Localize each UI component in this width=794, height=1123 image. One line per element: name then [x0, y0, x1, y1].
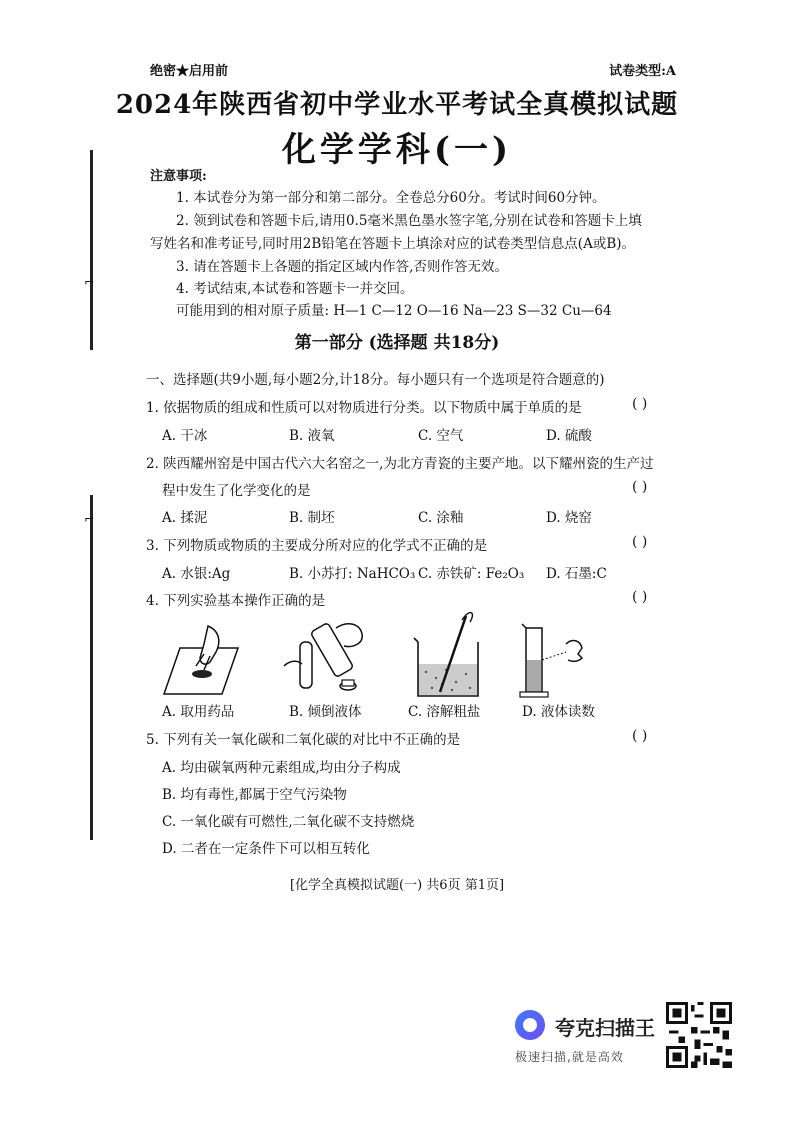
watermark-slogan: 极速扫描,就是高效 — [515, 1050, 624, 1064]
option: A. 揉泥 — [162, 510, 208, 526]
answer-bracket: ( ) — [632, 589, 648, 605]
figure-take-reagent — [160, 618, 250, 698]
binding-mark: ⌐ — [84, 275, 95, 289]
quark-logo-icon — [515, 1010, 545, 1040]
section-title: 第一部分 (选择题 共18分) — [294, 333, 500, 353]
option: B. 均有毒性,都属于空气污染物 — [162, 787, 347, 803]
option: C. 空气 — [418, 428, 464, 444]
option: D. 二者在一定条件下可以相互转化 — [162, 841, 370, 857]
exam-title: 2024年陕西省初中学业水平考试全真模拟试题 — [115, 90, 679, 120]
option: D. 烧窑 — [546, 510, 592, 526]
option: B. 小苏打: NaHCO₃ — [289, 566, 416, 582]
answer-bracket: ( ) — [632, 396, 648, 412]
answer-bracket: ( ) — [632, 479, 648, 495]
note-item: 1. 本试卷分为第一部分和第二部分。全卷总分60分。考试时间60分钟。 — [176, 190, 606, 206]
option: A. 均由碳氧两种元素组成,均由分子构成 — [162, 760, 401, 776]
figure-read-volume — [516, 618, 596, 700]
option: C. 涂釉 — [418, 510, 464, 526]
atomic-mass-line: 可能用到的相对原子质量: H—1 C—12 O—16 Na—23 S—32 Cu—64 — [176, 303, 612, 319]
answer-bracket: ( ) — [632, 534, 648, 550]
confidential-label: 绝密★启用前 — [150, 64, 229, 79]
option: B. 倾倒液体 — [289, 704, 362, 720]
option: B. 制坯 — [289, 510, 335, 526]
binding-line — [90, 495, 93, 840]
question-stem: 2. 陕西耀州窑是中国古代六大名窑之一,为北方青瓷的主要产地。以下耀州瓷的生产过 — [146, 456, 654, 472]
paper-type-label: 试卷类型:A — [609, 64, 676, 79]
answer-bracket: ( ) — [632, 728, 648, 744]
option: C. 一氧化碳有可燃性,二氧化碳不支持燃烧 — [162, 814, 415, 830]
option: C. 溶解粗盐 — [408, 704, 481, 720]
page-footer: [化学全真模拟试题(一) 共6页 第1页] — [289, 878, 505, 893]
question-stem-cont: 程中发生了化学变化的是 — [162, 483, 311, 499]
note-item: 写姓名和准考证号,同时用2B铅笔在答题卡上填涂对应的试卷类型信息点(A或B)。 — [150, 236, 636, 252]
note-item: 2. 领到试卷和答题卡后,请用0.5毫米黑色墨水签字笔,分别在试卷和答题卡上填 — [176, 213, 642, 229]
figure-dissolve-salt — [412, 608, 492, 700]
option: D. 硫酸 — [546, 428, 592, 444]
question-stem: 1. 依据物质的组成和性质可以对物质进行分类。以下物质中属于单质的是 — [146, 400, 582, 416]
option: D. 石墨:C — [546, 566, 607, 582]
subject-title: 化学学科(一) — [281, 130, 513, 170]
note-item: 4. 考试结束,本试卷和答题卡一并交回。 — [176, 281, 414, 297]
binding-mark: ⌐ — [84, 512, 95, 526]
watermark-name: 夸克扫描王 — [555, 1016, 655, 1040]
section-intro: 一、选择题(共9小题,每小题2分,计18分。每小题只有一个选项是符合题意的) — [146, 372, 605, 388]
option: A. 干冰 — [162, 428, 208, 444]
option: A. 水银:Ag — [162, 566, 231, 582]
option: A. 取用药品 — [162, 704, 235, 720]
question-stem: 3. 下列物质或物质的主要成分所对应的化学式不正确的是 — [146, 538, 488, 554]
qr-code-icon — [666, 1002, 732, 1068]
figure-pour-liquid — [278, 610, 378, 700]
question-stem: 5. 下列有关一氧化碳和二氧化碳的对比中不正确的是 — [146, 732, 461, 748]
note-item: 3. 请在答题卡上各题的指定区域内作答,否则作答无效。 — [176, 259, 508, 275]
binding-line — [90, 150, 93, 350]
option: B. 液氧 — [289, 428, 335, 444]
option: D. 液体读数 — [522, 704, 595, 720]
option: C. 赤铁矿: Fe₂O₃ — [418, 566, 525, 582]
notes-heading: 注意事项: — [150, 169, 207, 184]
question-stem: 4. 下列实验基本操作正确的是 — [146, 593, 326, 609]
